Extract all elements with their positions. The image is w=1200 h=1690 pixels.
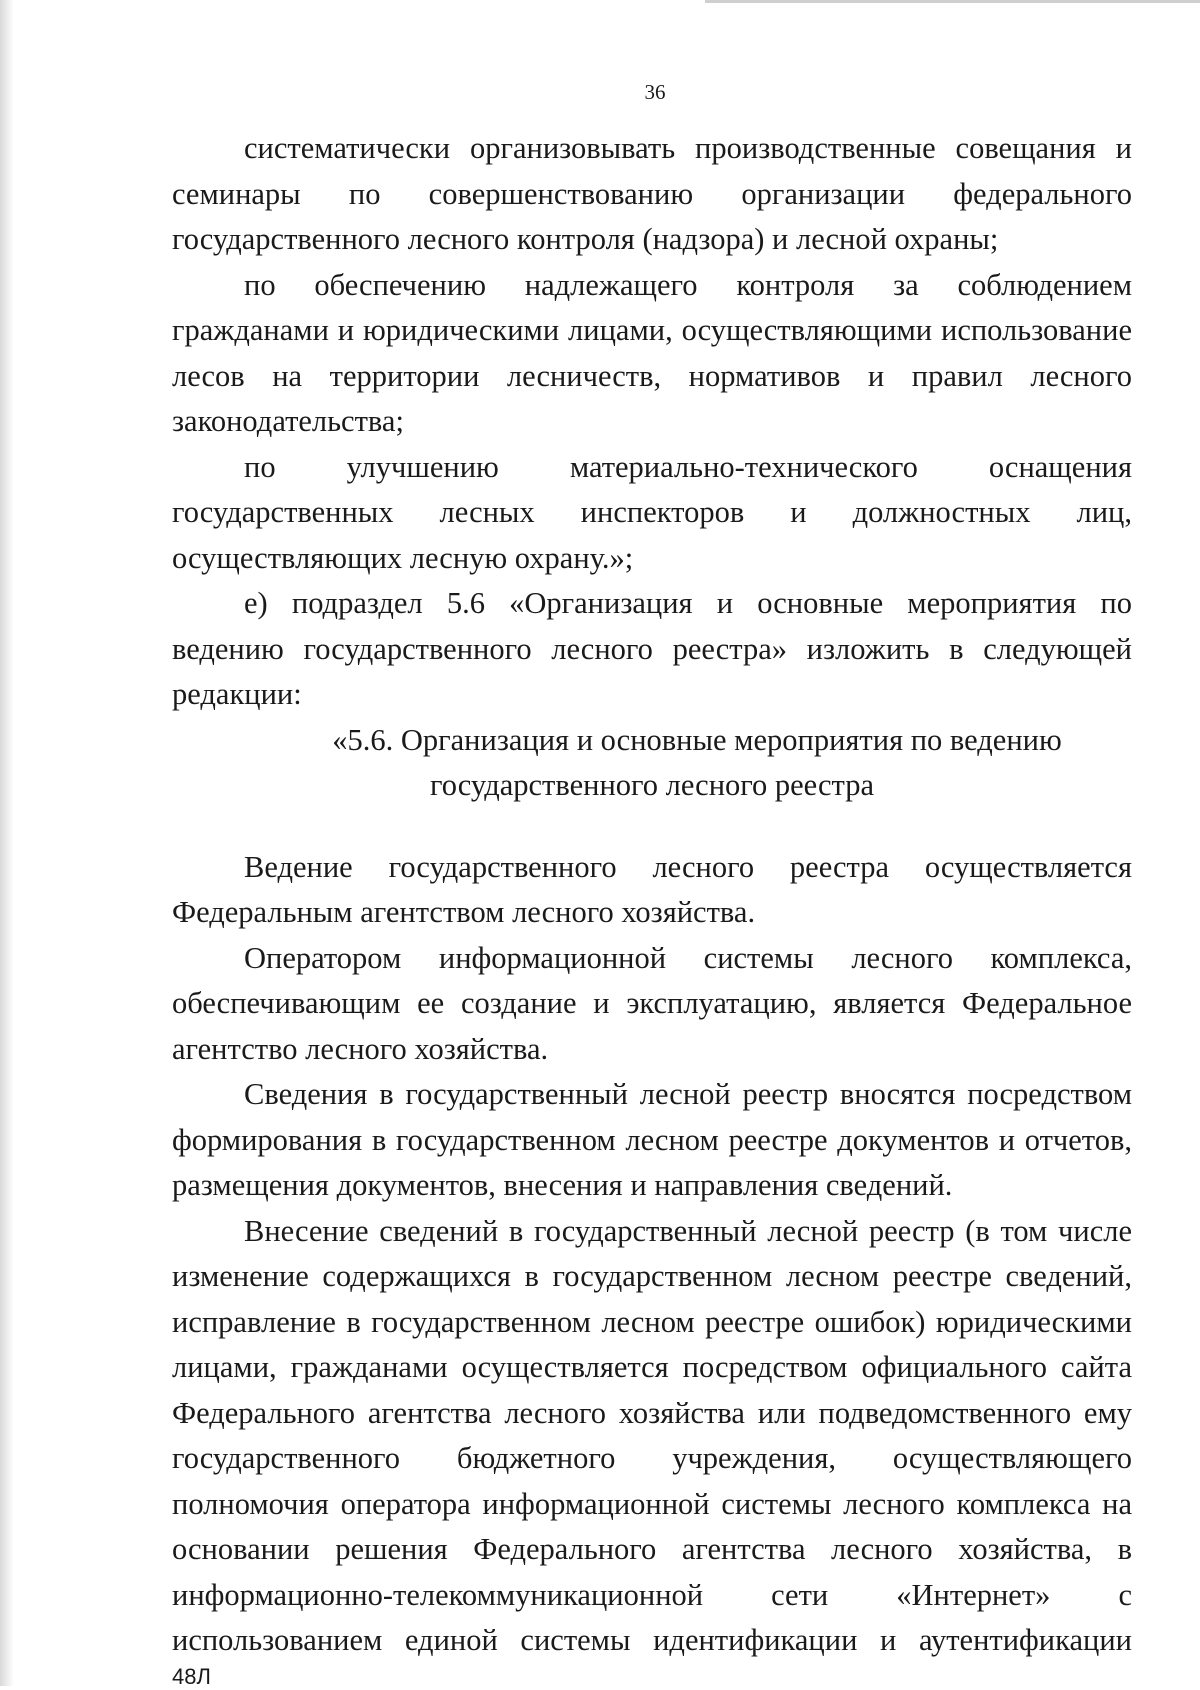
paragraph: Сведения в государственный лесной реестр вносятся посредством формирования в государственном лесном реестре документов и отчетов, размещения документов, внесения и направления сведений. <box>172 1077 1132 1202</box>
document-body <box>172 126 1132 1664</box>
paragraph: е) подраздел 5.6 «Организация и основные мероприятия по ведению государственного лесного реестра» изложить в следующей редакции: <box>172 586 1132 711</box>
scan-top-line <box>705 0 1200 3</box>
footer-code: 48Л <box>172 1664 211 1689</box>
paragraph: Оператором информационной системы лесного комплекса, обеспечивающим ее создание и эксплуатацию, является Федеральное агентство лесного хозяйства. <box>172 940 1132 1066</box>
scan-edge-shadow <box>0 0 14 1686</box>
heading-spacer <box>172 809 1132 845</box>
section-heading-line-2: государственного лесного реестра <box>429 768 875 802</box>
paragraph: Ведение государственного лесного реестра осуществляется Федеральным агентством лесного хозяйства. <box>172 849 1132 929</box>
paragraph: по обеспечению надлежащего контроля за соблюдением гражданами и юридическими лицами, осуществляющими использование лесов на территории лесничеств, нормативов и правил лесного законодательства; <box>172 267 1132 438</box>
paragraph: Внесение сведений в государственный лесной реестр (в том числе изменение содержащихся в государственном лесном реестре сведений, исправление в государственном лесном реестре ошибок) юридическими лицами, гражданами осуществляется посредством официального сайта Федерального агентства лесного хозяйства или подведомственного ему государственного бюджетного учреждения, осуществляющего полномочия оператора информационной системы лесного комплекса на основании решения Федерального агентства лесного хозяйства, в информационно-телекоммуникационной сети «Интернет» с использованием единой системы идентификации и аутентификации <box>172 1213 1132 1657</box>
paragraph: по улучшению материально-технического оснащения государственных лесных инспекторов и должностных лиц, осуществляющих лесную охрану.»; <box>172 449 1132 575</box>
section-heading-line-1: «5.6. Организация и основные мероприятия по ведению <box>332 722 1062 757</box>
paragraph: систематически организовывать производственные совещания и семинары по совершенствованию организации федерального государственного лесного контроля (надзора) и лесной охраны; <box>172 131 1132 256</box>
page-number: 36 <box>644 80 666 104</box>
